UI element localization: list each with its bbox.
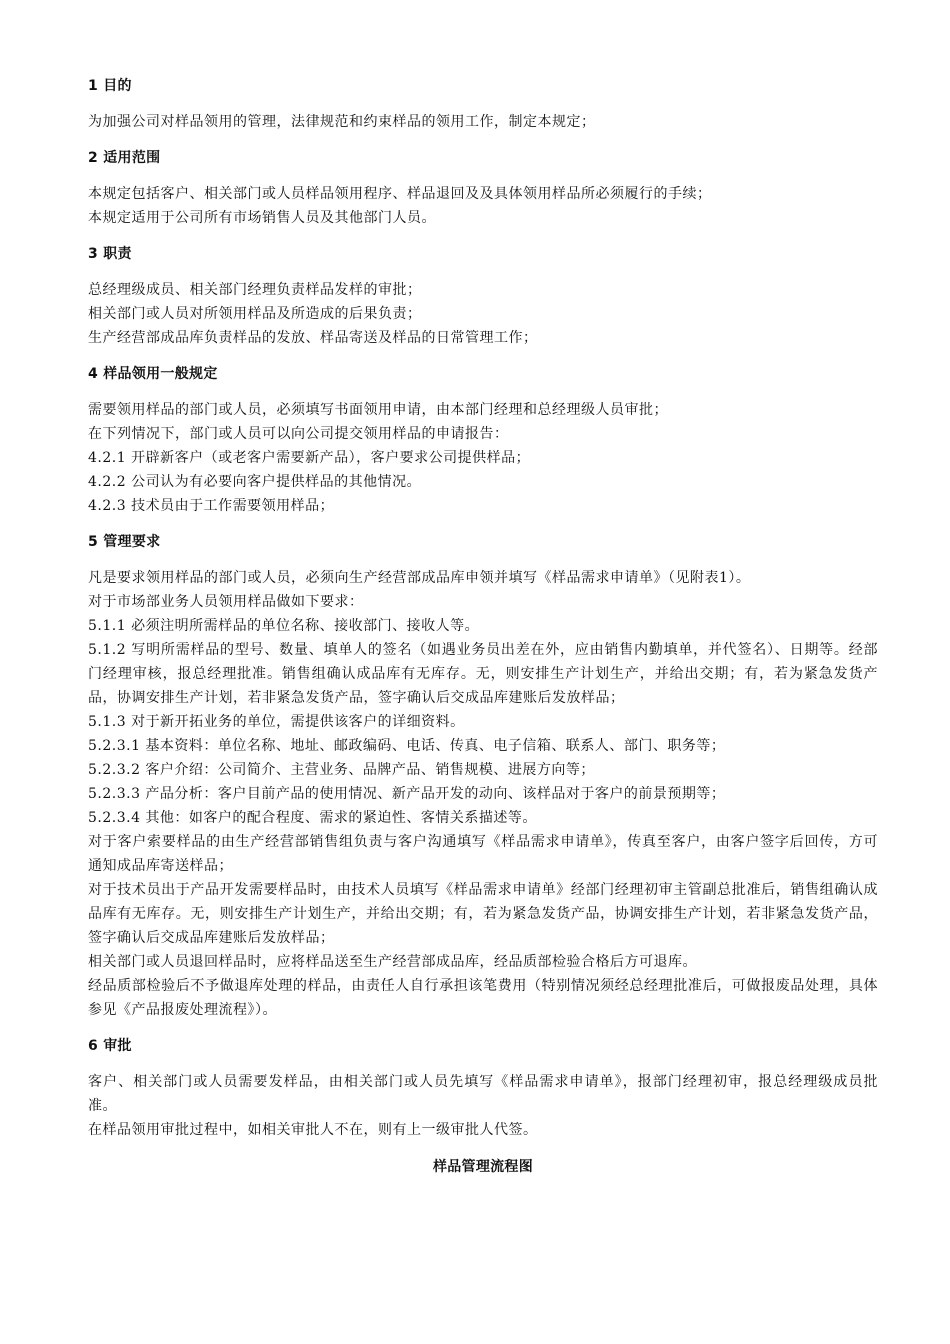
paragraph: 5.2.3.3 产品分析：客户目前产品的使用情况、新产品开发的动向、该样品对于客户的前景预期等； <box>88 786 726 802</box>
document-page <box>88 72 878 1176</box>
paragraph: 相关部门或人员对所领用样品及所造成的后果负责； <box>88 306 422 322</box>
paragraph: 5.2.3.1 基本资料：单位名称、地址、邮政编码、电话、传真、电子信箱、联系人、部门、职务等； <box>88 738 726 754</box>
paragraph: 凡是要求领用样品的部门或人员，必须向生产经营部成品库申领并填写《样品需求申请单》（见附表1）。 <box>88 570 751 586</box>
paragraph: 在下列情况下，部门或人员可以向公司提交领用样品的申请报告： <box>88 426 509 442</box>
paragraph: 对于技术员出于产品开发需要样品时，由技术人员填写《样品需求申请单》经部门经理初审主管副总批准后，销售组确认成品库有无库存。无，则安排生产计划生产，并给出交期；有，若为紧急发货产品，协调安排生产计划，若非紧急发货产品，签字确认后交成品库建账后发放样品； <box>88 882 878 946</box>
paragraph: 对于市场部业务人员领用样品做如下要求： <box>88 594 364 610</box>
paragraph: 需要领用样品的部门或人员，必须填写书面领用申请，由本部门经理和总经理级人员审批； <box>88 402 668 418</box>
section-heading: 4 样品领用一般规定 <box>88 366 218 382</box>
section-heading: 1 目的 <box>88 78 132 94</box>
flowchart-title: 样品管理流程图 <box>432 1159 534 1175</box>
section-6 <box>88 1036 878 1142</box>
section-heading: 6 审批 <box>88 1038 132 1054</box>
document-body <box>88 76 878 1142</box>
paragraph: 客户、相关部门或人员需要发样品，由相关部门或人员先填写《样品需求申请单》，报部门经理初审，报总经理级成员批准。 <box>88 1074 878 1114</box>
paragraph: 5.2.3.2 客户介绍：公司简介、主营业务、品牌产品、销售规模、进展方向等； <box>88 762 595 778</box>
paragraph: 为加强公司对样品领用的管理，法律规范和约束样品的领用工作，制定本规定； <box>88 114 596 130</box>
paragraph: 相关部门或人员退回样品时，应将样品送至生产经营部成品库，经品质部检验合格后方可退库。 <box>88 954 697 970</box>
section-5 <box>88 532 878 1022</box>
paragraph: 在样品领用审批过程中，如相关审批人不在，则有上一级审批人代签。 <box>88 1122 538 1138</box>
section-1 <box>88 76 878 134</box>
paragraph: 4.2.2 公司认为有必要向客户提供样品的其他情况。 <box>88 474 422 490</box>
paragraph: 经品质部检验后不予做退库处理的样品，由责任人自行承担该笔费用（特别情况须经总经理批准后，可做报废品处理，具体参见《产品报废处理流程》）。 <box>88 978 878 1018</box>
paragraph: 总经理级成员、相关部门经理负责样品发样的审批； <box>88 282 422 298</box>
section-4 <box>88 364 878 518</box>
paragraph: 本规定包括客户、相关部门或人员样品领用程序、样品退回及及具体领用样品所必须履行的手续； <box>88 186 712 202</box>
section-heading: 5 管理要求 <box>88 534 161 550</box>
section-3 <box>88 244 878 350</box>
paragraph: 4.2.3 技术员由于工作需要领用样品； <box>88 498 335 514</box>
paragraph: 5.1.2 写明所需样品的型号、数量、填单人的签名（如遇业务员出差在外，应由销售内勤填单，并代签名）、日期等。经部门经理审核，报总经理批准。销售组确认成品库有无库存。无，则安排生产计划生产，并给出交期；有，若为紧急发货产品，协调安排生产计划，若非紧急发货产品，签字确认后交成品库建账后发放样品； <box>88 642 878 706</box>
paragraph: 5.2.3.4 其他：如客户的配合程度、需求的紧迫性、客情关系描述等。 <box>88 810 537 826</box>
paragraph: 4.2.1 开辟新客户（或老客户需要新产品），客户要求公司提供样品； <box>88 450 531 466</box>
paragraph: 对于客户索要样品的由生产经营部销售组负责与客户沟通填写《样品需求申请单》，传真至客户，由客户签字后回传，方可通知成品库寄送样品； <box>88 834 878 874</box>
paragraph: 5.1.1 必须注明所需样品的单位名称、接收部门、接收人等。 <box>88 618 480 634</box>
section-heading: 2 适用范围 <box>88 150 161 166</box>
section-heading: 3 职责 <box>88 246 132 262</box>
section-2 <box>88 148 878 230</box>
paragraph: 本规定适用于公司所有市场销售人员及其他部门人员。 <box>88 210 436 226</box>
paragraph: 5.1.3 对于新开拓业务的单位，需提供该客户的详细资料。 <box>88 714 465 730</box>
paragraph: 生产经营部成品库负责样品的发放、样品寄送及样品的日常管理工作； <box>88 330 538 346</box>
